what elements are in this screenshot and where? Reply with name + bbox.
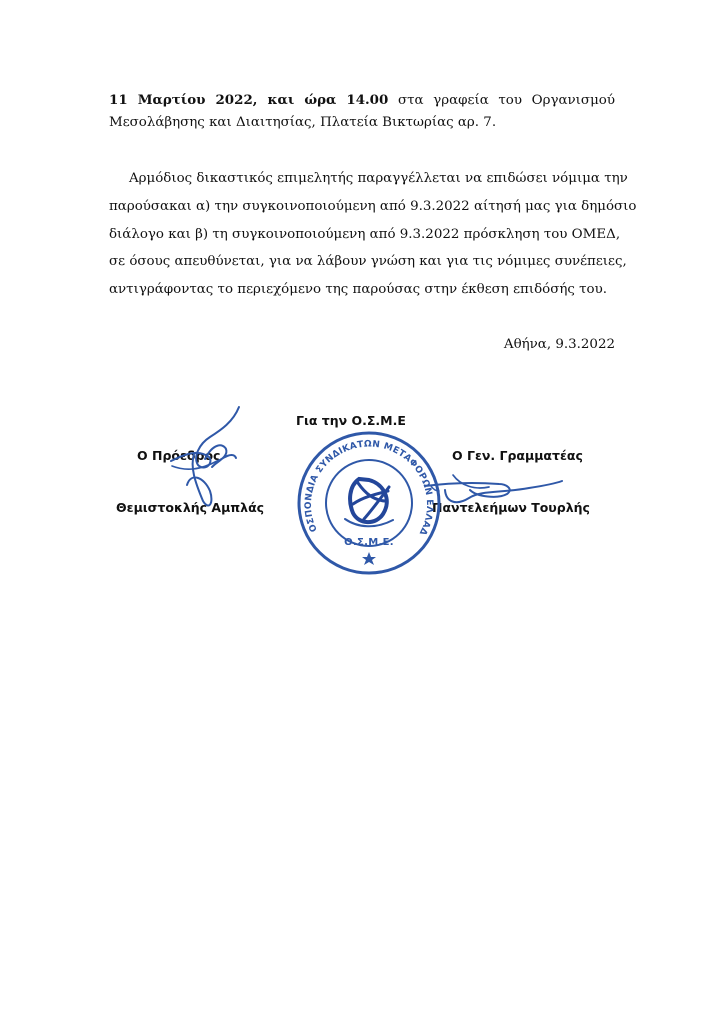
place-date: Αθήνα, 9.3.2022 — [503, 337, 615, 352]
paragraph-1-line-1 — [109, 91, 615, 110]
seal-center-text: Ο.Σ.Μ.Ε. — [344, 537, 394, 548]
president-title: Ο Πρόεδρος — [137, 448, 221, 463]
secretary-title: Ο Γεν. Γραμματέας — [452, 448, 583, 463]
paragraph-2-line-2: παρούσακαι α) την συγκοινοποιούμενη από 9.3.2022 αίτησή μας για δημόσιο — [109, 199, 637, 214]
president-handwritten-signature — [154, 400, 264, 520]
organization-signature-heading: Για την Ο.Σ.Μ.Ε — [296, 413, 406, 428]
president-name: Θεμιστοκλής Αμπλάς — [116, 500, 265, 515]
paragraph-2-line-3: διάλογο και β) τη συγκοινοποιούμενη από 9.3.2022 πρόσκληση του ΟΜΕΔ, — [109, 227, 621, 242]
seal-ring-text: ΟΜΟΣΠΟΝΔΙΑ ΣΥΝΔΙΚΑΤΩΝ ΜΕΤΑΦΟΡΩΝ ΕΛΛΑΔΑΣ — [287, 419, 435, 537]
seal-star-icon — [362, 552, 376, 565]
paragraph-1-line-2: Μεσολάβησης και Διαιτησίας, Πλατεία Βικτωρίας αρ. 7. — [109, 115, 497, 130]
paragraph-2-line-4: σε όσους απευθύνεται, για να λάβουν γνώση και για τις νόμιμες συνέπειες, — [109, 254, 627, 269]
secretary-name: Παντελεήμων Τουρλής — [432, 500, 590, 515]
meeting-date-time: 11 Μαρτίου 2022, και ώρα 14.00 — [109, 92, 389, 108]
paragraph-2-line-5: αντιγράφοντας το περιεχόμενο της παρούσας στην έκθεση επιδόσής του. — [109, 282, 607, 297]
paragraph-2-line-1: Αρμόδιος δικαστικός επιμελητής παραγγέλλεται να επιδώσει νόμιμα την — [129, 171, 628, 186]
meeting-location-start: στα γραφεία του Οργανισμού — [388, 93, 615, 108]
